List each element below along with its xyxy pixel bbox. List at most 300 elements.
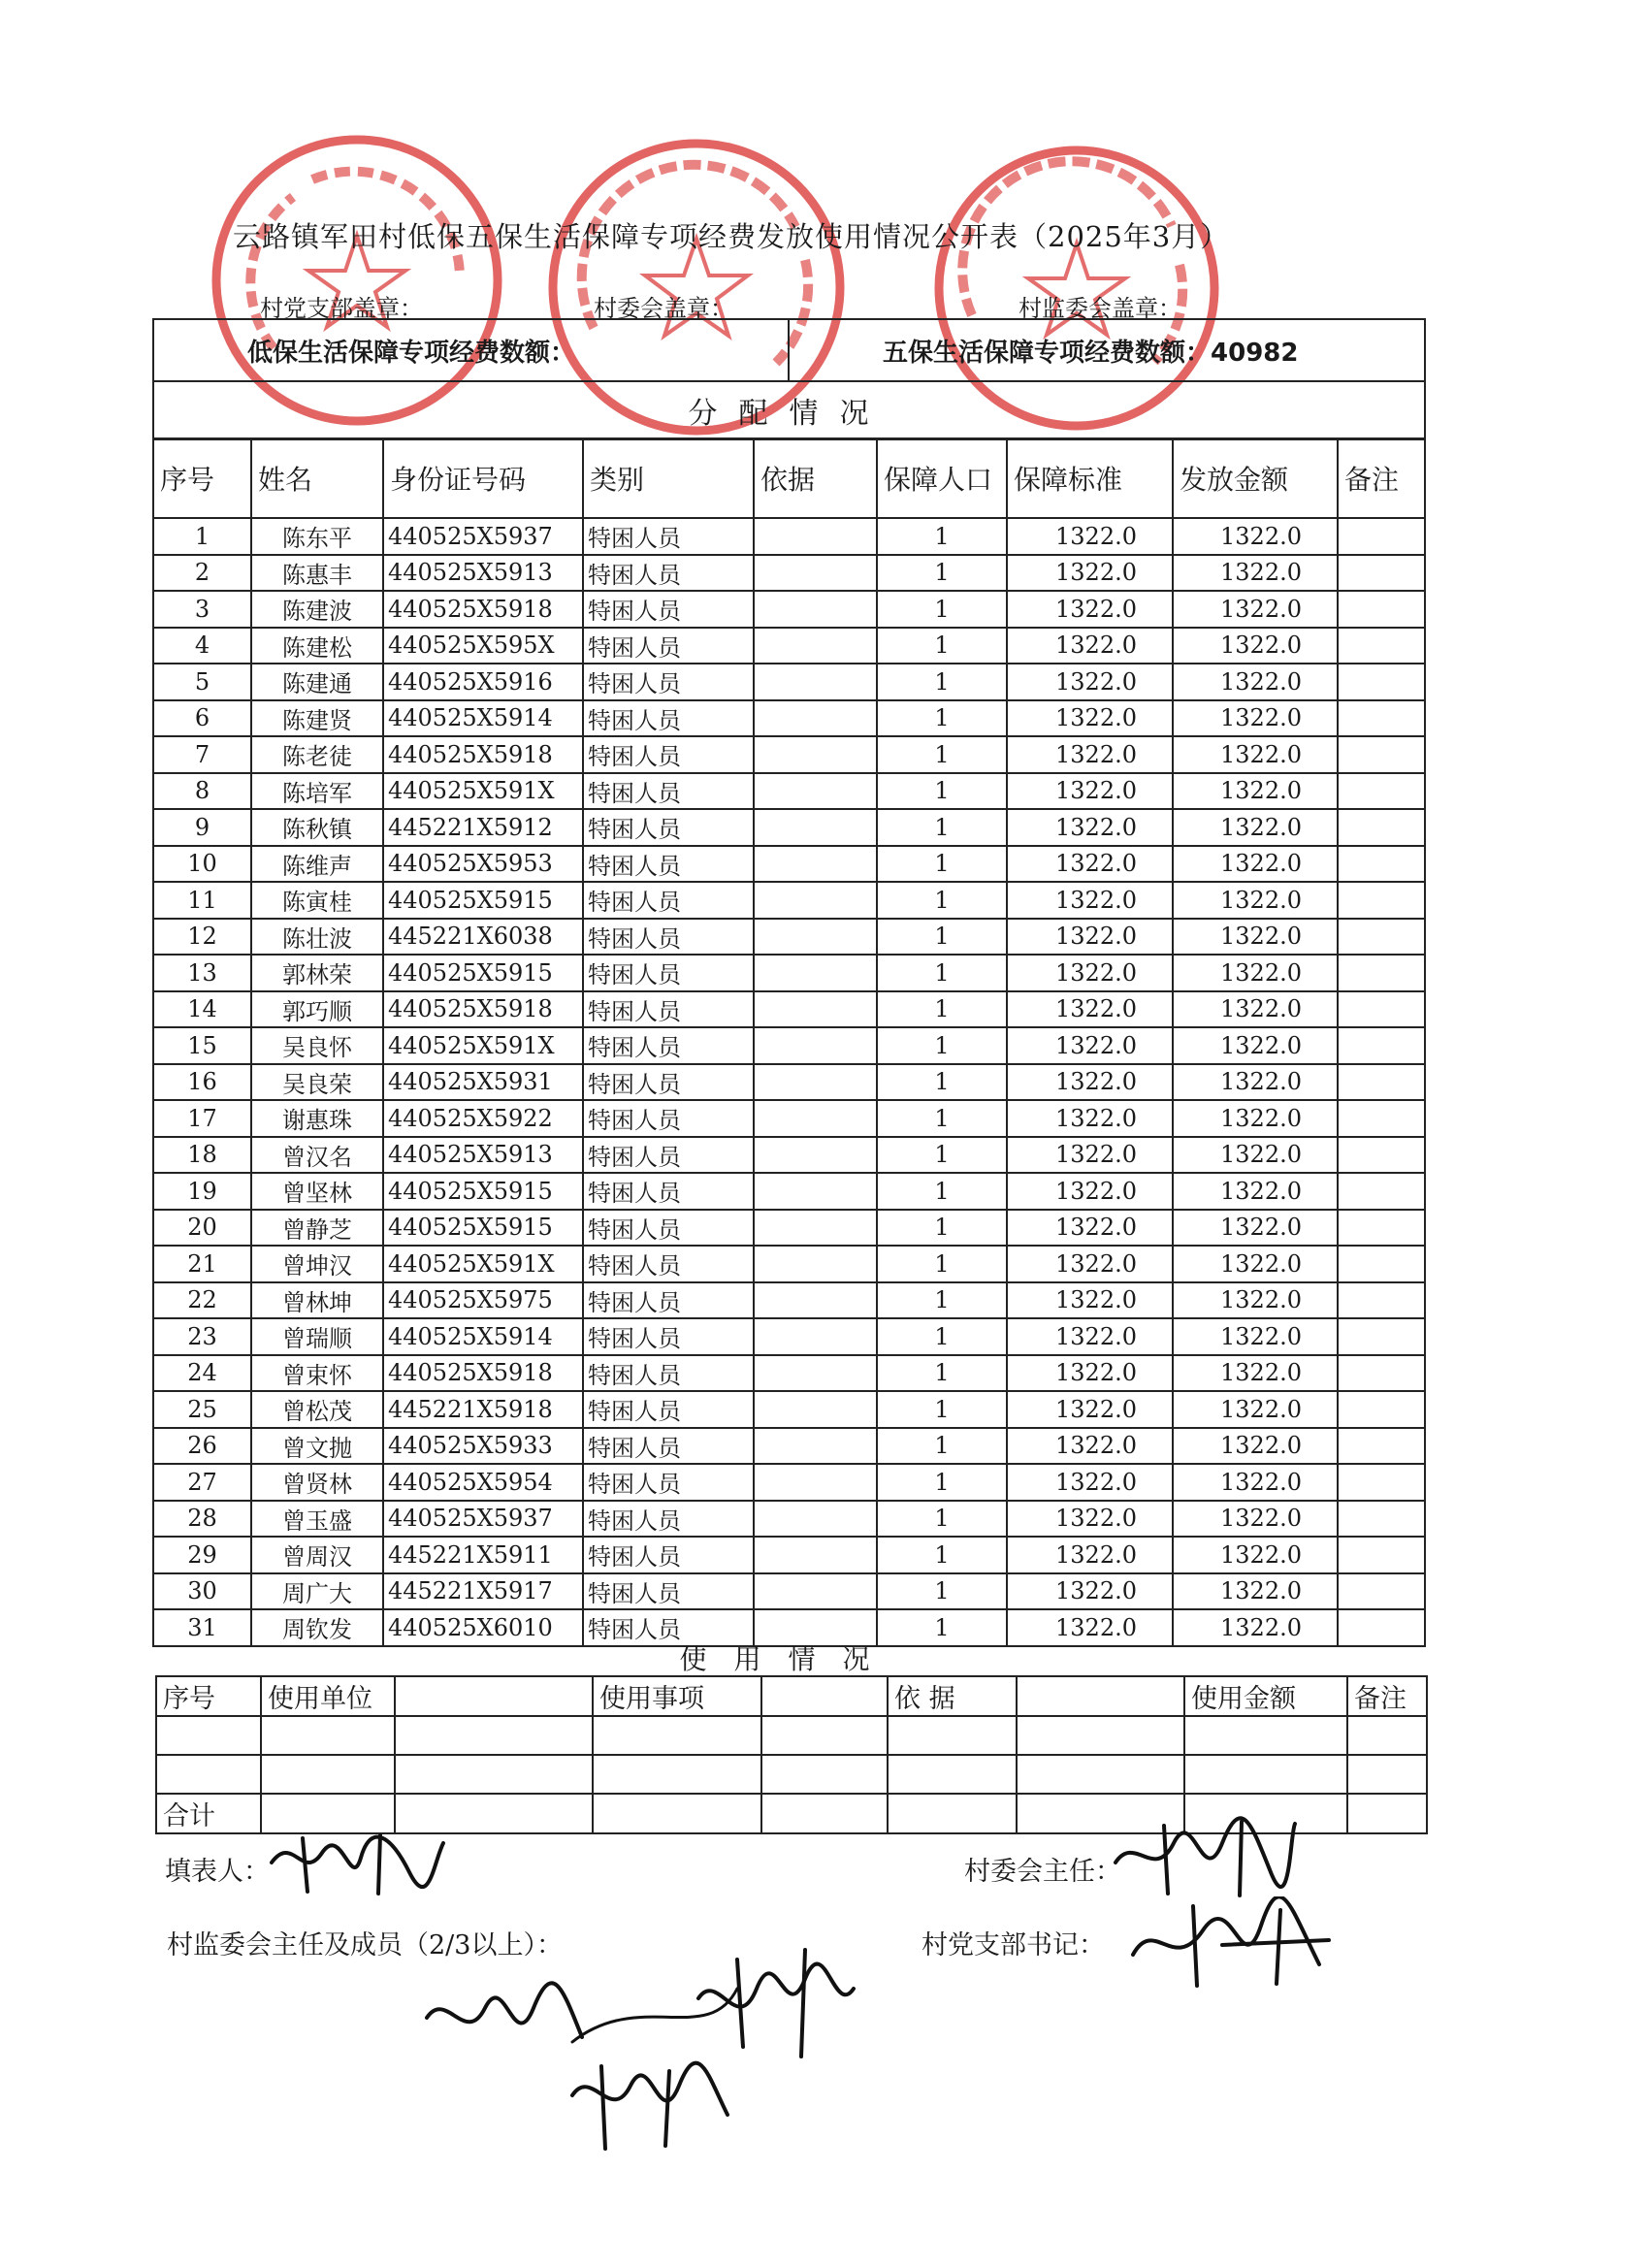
covered-persons: 1: [877, 700, 1007, 737]
id-number: 440525X5933: [383, 1428, 583, 1465]
covered-persons: 1: [877, 809, 1007, 846]
row-number: 9: [153, 809, 251, 846]
basis: [754, 736, 877, 773]
remarks: [1338, 1282, 1425, 1319]
funds-table: [152, 318, 1426, 440]
covered-persons: 1: [877, 1355, 1007, 1392]
category: 特困人员: [583, 1137, 754, 1174]
recipient-name: 陈壮波: [251, 919, 383, 956]
row-number: 26: [153, 1428, 251, 1465]
id-number: 445221X5918: [383, 1391, 583, 1428]
header-cell: 保障人口: [877, 438, 1007, 518]
table-row: [153, 809, 1425, 846]
covered-persons: 1: [877, 1100, 1007, 1137]
usage-header-cell: 序号: [156, 1676, 261, 1716]
recipient-name: 曾松茂: [251, 1391, 383, 1428]
allocation-header-row: [153, 438, 1425, 518]
usage-header-cell: [761, 1676, 888, 1716]
recipient-name: 周广大: [251, 1573, 383, 1610]
recipient-name: 曾贤林: [251, 1464, 383, 1501]
wubao-funds-cell: [789, 319, 1425, 381]
basis: [754, 1137, 877, 1174]
filler-signature: [264, 1824, 448, 1901]
payout-amount: 1322.0: [1173, 1609, 1338, 1646]
id-number: 445221X5917: [383, 1573, 583, 1610]
row-number: 12: [153, 919, 251, 956]
covered-persons: 1: [877, 518, 1007, 555]
standard-amount: 1322.0: [1007, 1064, 1173, 1101]
basis: [754, 846, 877, 883]
payout-amount: 1322.0: [1173, 628, 1338, 664]
id-number: 440525X5914: [383, 1318, 583, 1355]
basis: [754, 1173, 877, 1210]
covered-persons: 1: [877, 628, 1007, 664]
table-row: [153, 1355, 1425, 1392]
payout-amount: 1322.0: [1173, 1100, 1338, 1137]
recipient-name: 陈建松: [251, 628, 383, 664]
payout-amount: 1322.0: [1173, 955, 1338, 991]
recipient-name: 谢惠珠: [251, 1100, 383, 1137]
standard-amount: 1322.0: [1007, 1391, 1173, 1428]
category: 特困人员: [583, 1318, 754, 1355]
supervisory-members-label: 村监委会主任及成员（2/3以上）：: [167, 1930, 563, 1960]
table-row: [153, 1391, 1425, 1428]
basis: [754, 555, 877, 592]
table-row: [153, 1064, 1425, 1101]
table-row: [153, 955, 1425, 991]
remarks: [1338, 664, 1425, 700]
usage-row: [156, 1716, 1427, 1755]
basis: [754, 1282, 877, 1319]
id-number: 440525X5913: [383, 555, 583, 592]
committee-director-signature: [1106, 1814, 1300, 1901]
covered-persons: 1: [877, 773, 1007, 810]
table-row: [153, 773, 1425, 810]
payout-amount: 1322.0: [1173, 882, 1338, 919]
table-row: [153, 1464, 1425, 1501]
id-number: 440525X5954: [383, 1464, 583, 1501]
row-number: 21: [153, 1246, 251, 1282]
row-number: 10: [153, 846, 251, 883]
covered-persons: 1: [877, 1064, 1007, 1101]
row-number: 24: [153, 1355, 251, 1392]
payout-amount: 1322.0: [1173, 991, 1338, 1028]
remarks: [1338, 555, 1425, 592]
usage-table: [155, 1675, 1428, 1834]
recipient-name: 陈培军: [251, 773, 383, 810]
row-number: 11: [153, 882, 251, 919]
table-row: [153, 1501, 1425, 1538]
id-number: 440525X5953: [383, 846, 583, 883]
payout-amount: 1322.0: [1173, 809, 1338, 846]
usage-header-cell: [1017, 1676, 1184, 1716]
remarks: [1338, 1027, 1425, 1064]
row-number: 15: [153, 1027, 251, 1064]
id-number: 440525X5937: [383, 518, 583, 555]
standard-amount: 1322.0: [1007, 1027, 1173, 1064]
id-number: 440525X591X: [383, 1027, 583, 1064]
table-row: [153, 1282, 1425, 1319]
table-row: [153, 736, 1425, 773]
category: 特困人员: [583, 1064, 754, 1101]
standard-amount: 1322.0: [1007, 955, 1173, 991]
table-row: [153, 1100, 1425, 1137]
remarks: [1338, 1428, 1425, 1465]
recipient-name: 曾静芝: [251, 1210, 383, 1247]
usage-header-row: [156, 1676, 1427, 1716]
row-number: 8: [153, 773, 251, 810]
remarks: [1338, 1318, 1425, 1355]
category: 特困人员: [583, 1573, 754, 1610]
recipient-name: 吴良怀: [251, 1027, 383, 1064]
recipient-name: 陈东平: [251, 518, 383, 555]
payout-amount: 1322.0: [1173, 736, 1338, 773]
category: 特困人员: [583, 1537, 754, 1573]
committee-director-label: 村委会主任：: [964, 1857, 1121, 1887]
recipient-name: 曾束怀: [251, 1355, 383, 1392]
recipient-name: 郭巧顺: [251, 991, 383, 1028]
recipient-name: 曾坚林: [251, 1173, 383, 1210]
id-number: 440525X5922: [383, 1100, 583, 1137]
recipient-name: 曾坤汉: [251, 1246, 383, 1282]
standard-amount: 1322.0: [1007, 1573, 1173, 1610]
remarks: [1338, 700, 1425, 737]
recipient-name: 曾林坤: [251, 1282, 383, 1319]
id-number: 445221X5912: [383, 809, 583, 846]
standard-amount: 1322.0: [1007, 1464, 1173, 1501]
payout-amount: 1322.0: [1173, 1064, 1338, 1101]
payout-amount: 1322.0: [1173, 591, 1338, 628]
allocation-section-title: 分配情况: [153, 381, 1425, 439]
covered-persons: 1: [877, 1282, 1007, 1319]
dibao-funds-cell: [153, 319, 789, 381]
basis: [754, 1210, 877, 1247]
document-title: 云路镇军田村低保五保生活保障专项经费发放使用情况公开表（2025年3月）: [233, 220, 1230, 253]
village-committee-seal-label: 村委会盖章：: [594, 295, 733, 322]
standard-amount: 1322.0: [1007, 628, 1173, 664]
supervisory-seal-label: 村监委会盖章：: [1018, 295, 1181, 322]
standard-amount: 1322.0: [1007, 809, 1173, 846]
standard-amount: 1322.0: [1007, 736, 1173, 773]
row-number: 2: [153, 555, 251, 592]
recipient-name: 陈建通: [251, 664, 383, 700]
category: 特困人员: [583, 591, 754, 628]
covered-persons: 1: [877, 1609, 1007, 1646]
table-row: [153, 919, 1425, 956]
table-row: [153, 664, 1425, 700]
basis: [754, 955, 877, 991]
standard-amount: 1322.0: [1007, 555, 1173, 592]
id-number: 440525X5913: [383, 1137, 583, 1174]
basis: [754, 882, 877, 919]
id-number: 440525X5915: [383, 882, 583, 919]
table-row: [153, 555, 1425, 592]
basis: [754, 1464, 877, 1501]
header-cell: 类别: [583, 438, 754, 518]
standard-amount: 1322.0: [1007, 1355, 1173, 1392]
usage-header-cell: 备注: [1347, 1676, 1427, 1716]
table-row: [153, 1027, 1425, 1064]
id-number: 440525X5918: [383, 591, 583, 628]
id-number: 440525X5915: [383, 1173, 583, 1210]
standard-amount: 1322.0: [1007, 1173, 1173, 1210]
header-cell: 发放金额: [1173, 438, 1338, 518]
basis: [754, 1537, 877, 1573]
category: 特困人员: [583, 1027, 754, 1064]
payout-amount: 1322.0: [1173, 773, 1338, 810]
basis: [754, 1391, 877, 1428]
basis: [754, 1064, 877, 1101]
standard-amount: 1322.0: [1007, 1318, 1173, 1355]
remarks: [1338, 1064, 1425, 1101]
category: 特困人员: [583, 1501, 754, 1538]
allocation-rows: [153, 518, 1425, 1646]
standard-amount: 1322.0: [1007, 1282, 1173, 1319]
party-secretary-label: 村党支部书记：: [922, 1930, 1105, 1960]
id-number: 440525X595X: [383, 628, 583, 664]
covered-persons: 1: [877, 1573, 1007, 1610]
payout-amount: 1322.0: [1173, 1573, 1338, 1610]
covered-persons: 1: [877, 1137, 1007, 1174]
payout-amount: 1322.0: [1173, 518, 1338, 555]
id-number: 440525X5915: [383, 955, 583, 991]
payout-amount: 1322.0: [1173, 1137, 1338, 1174]
standard-amount: 1322.0: [1007, 1246, 1173, 1282]
category: 特困人员: [583, 664, 754, 700]
table-row: [153, 1210, 1425, 1247]
category: 特困人员: [583, 955, 754, 991]
row-number: 20: [153, 1210, 251, 1247]
category: 特困人员: [583, 736, 754, 773]
wubao-funds-value: 40982: [1211, 338, 1299, 368]
covered-persons: 1: [877, 1391, 1007, 1428]
row-number: 4: [153, 628, 251, 664]
table-row: [153, 1246, 1425, 1282]
remarks: [1338, 882, 1425, 919]
id-number: 440525X5975: [383, 1282, 583, 1319]
category: 特困人员: [583, 1210, 754, 1247]
standard-amount: 1322.0: [1007, 882, 1173, 919]
payout-amount: 1322.0: [1173, 555, 1338, 592]
category: 特困人员: [583, 1355, 754, 1392]
basis: [754, 700, 877, 737]
covered-persons: 1: [877, 591, 1007, 628]
remarks: [1338, 736, 1425, 773]
table-row: [153, 991, 1425, 1028]
row-number: 23: [153, 1318, 251, 1355]
category: 特困人员: [583, 919, 754, 956]
standard-amount: 1322.0: [1007, 1609, 1173, 1646]
remarks: [1338, 1464, 1425, 1501]
payout-amount: 1322.0: [1173, 1501, 1338, 1538]
standard-amount: 1322.0: [1007, 846, 1173, 883]
standard-amount: 1322.0: [1007, 991, 1173, 1028]
recipient-name: 陈寅桂: [251, 882, 383, 919]
recipient-name: 曾玉盛: [251, 1501, 383, 1538]
remarks: [1338, 1537, 1425, 1573]
payout-amount: 1322.0: [1173, 664, 1338, 700]
payout-amount: 1322.0: [1173, 1027, 1338, 1064]
payout-amount: 1322.0: [1173, 1391, 1338, 1428]
covered-persons: 1: [877, 1318, 1007, 1355]
row-number: 7: [153, 736, 251, 773]
table-row: [153, 846, 1425, 883]
basis: [754, 1100, 877, 1137]
category: 特困人员: [583, 1391, 754, 1428]
covered-persons: 1: [877, 736, 1007, 773]
id-number: 440525X5914: [383, 700, 583, 737]
standard-amount: 1322.0: [1007, 1537, 1173, 1573]
row-number: 19: [153, 1173, 251, 1210]
recipient-name: 吴良荣: [251, 1064, 383, 1101]
table-row: [153, 700, 1425, 737]
recipient-name: 郭林荣: [251, 955, 383, 991]
recipient-name: 曾汉名: [251, 1137, 383, 1174]
recipient-name: 曾文抛: [251, 1428, 383, 1465]
row-number: 1: [153, 518, 251, 555]
category: 特困人员: [583, 773, 754, 810]
basis: [754, 628, 877, 664]
id-number: 445221X5911: [383, 1537, 583, 1573]
id-number: 440525X5915: [383, 1210, 583, 1247]
row-number: 16: [153, 1064, 251, 1101]
covered-persons: 1: [877, 955, 1007, 991]
basis: [754, 809, 877, 846]
row-number: 13: [153, 955, 251, 991]
remarks: [1338, 1391, 1425, 1428]
row-number: 29: [153, 1537, 251, 1573]
category: 特困人员: [583, 1173, 754, 1210]
party-branch-seal-label: 村党支部盖章：: [260, 295, 423, 322]
basis: [754, 991, 877, 1028]
recipient-name: 周钦发: [251, 1609, 383, 1646]
covered-persons: 1: [877, 555, 1007, 592]
standard-amount: 1322.0: [1007, 664, 1173, 700]
remarks: [1338, 919, 1425, 956]
covered-persons: 1: [877, 664, 1007, 700]
row-number: 28: [153, 1501, 251, 1538]
payout-amount: 1322.0: [1173, 1282, 1338, 1319]
usage-row: [156, 1755, 1427, 1794]
payout-amount: 1322.0: [1173, 1173, 1338, 1210]
row-number: 18: [153, 1137, 251, 1174]
covered-persons: 1: [877, 1537, 1007, 1573]
usage-header-cell: 使用事项: [593, 1676, 761, 1716]
remarks: [1338, 955, 1425, 991]
payout-amount: 1322.0: [1173, 919, 1338, 956]
covered-persons: 1: [877, 919, 1007, 956]
basis: [754, 591, 877, 628]
category: 特困人员: [583, 518, 754, 555]
remarks: [1338, 991, 1425, 1028]
row-number: 3: [153, 591, 251, 628]
id-number: 440525X5916: [383, 664, 583, 700]
header-cell: 序号: [153, 438, 251, 518]
id-number: 445221X6038: [383, 919, 583, 956]
covered-persons: 1: [877, 1210, 1007, 1247]
dibao-funds-label: 低保生活保障专项经费数额：: [247, 338, 576, 368]
covered-persons: 1: [877, 1428, 1007, 1465]
row-number: 22: [153, 1282, 251, 1319]
covered-persons: 1: [877, 1173, 1007, 1210]
header-cell: 保障标准: [1007, 438, 1173, 518]
table-row: [153, 1318, 1425, 1355]
category: 特困人员: [583, 700, 754, 737]
payout-amount: 1322.0: [1173, 1428, 1338, 1465]
remarks: [1338, 1137, 1425, 1174]
total-label: 合计: [156, 1794, 261, 1833]
payout-amount: 1322.0: [1173, 1210, 1338, 1247]
id-number: 440525X5918: [383, 1355, 583, 1392]
supervisory-members-signatures: [417, 1930, 863, 2163]
table-row: [153, 1573, 1425, 1610]
category: 特困人员: [583, 628, 754, 664]
recipient-name: 陈维声: [251, 846, 383, 883]
basis: [754, 1246, 877, 1282]
category: 特困人员: [583, 1428, 754, 1465]
remarks: [1338, 1573, 1425, 1610]
row-number: 25: [153, 1391, 251, 1428]
id-number: 440525X591X: [383, 1246, 583, 1282]
category: 特困人员: [583, 555, 754, 592]
standard-amount: 1322.0: [1007, 919, 1173, 956]
category: 特困人员: [583, 882, 754, 919]
row-number: 5: [153, 664, 251, 700]
recipient-name: 曾瑞顺: [251, 1318, 383, 1355]
id-number: 440525X5918: [383, 991, 583, 1028]
usage-header-cell: 使用单位: [261, 1676, 395, 1716]
covered-persons: 1: [877, 846, 1007, 883]
covered-persons: 1: [877, 1246, 1007, 1282]
payout-amount: 1322.0: [1173, 846, 1338, 883]
remarks: [1338, 846, 1425, 883]
basis: [754, 1573, 877, 1610]
standard-amount: 1322.0: [1007, 700, 1173, 737]
form-filler-label: 填表人：: [165, 1857, 270, 1887]
table-row: [153, 1137, 1425, 1174]
covered-persons: 1: [877, 1027, 1007, 1064]
row-number: 6: [153, 700, 251, 737]
payout-amount: 1322.0: [1173, 1355, 1338, 1392]
category: 特困人员: [583, 1100, 754, 1137]
payout-amount: 1322.0: [1173, 1246, 1338, 1282]
table-row: [153, 1173, 1425, 1210]
standard-amount: 1322.0: [1007, 518, 1173, 555]
row-number: 30: [153, 1573, 251, 1610]
standard-amount: 1322.0: [1007, 1501, 1173, 1538]
basis: [754, 919, 877, 956]
standard-amount: 1322.0: [1007, 1137, 1173, 1174]
standard-amount: 1322.0: [1007, 1210, 1173, 1247]
id-number: 440525X5931: [383, 1064, 583, 1101]
category: 特困人员: [583, 846, 754, 883]
table-row: [153, 882, 1425, 919]
covered-persons: 1: [877, 1464, 1007, 1501]
remarks: [1338, 1210, 1425, 1247]
payout-amount: 1322.0: [1173, 1537, 1338, 1573]
basis: [754, 1027, 877, 1064]
remarks: [1338, 773, 1425, 810]
header-cell: 姓名: [251, 438, 383, 518]
usage-header-cell: 使用金额: [1184, 1676, 1347, 1716]
table-row: [153, 1537, 1425, 1573]
remarks: [1338, 1355, 1425, 1392]
standard-amount: 1322.0: [1007, 1428, 1173, 1465]
payout-amount: 1322.0: [1173, 1318, 1338, 1355]
table-row: [153, 518, 1425, 555]
category: 特困人员: [583, 1464, 754, 1501]
row-number: 14: [153, 991, 251, 1028]
